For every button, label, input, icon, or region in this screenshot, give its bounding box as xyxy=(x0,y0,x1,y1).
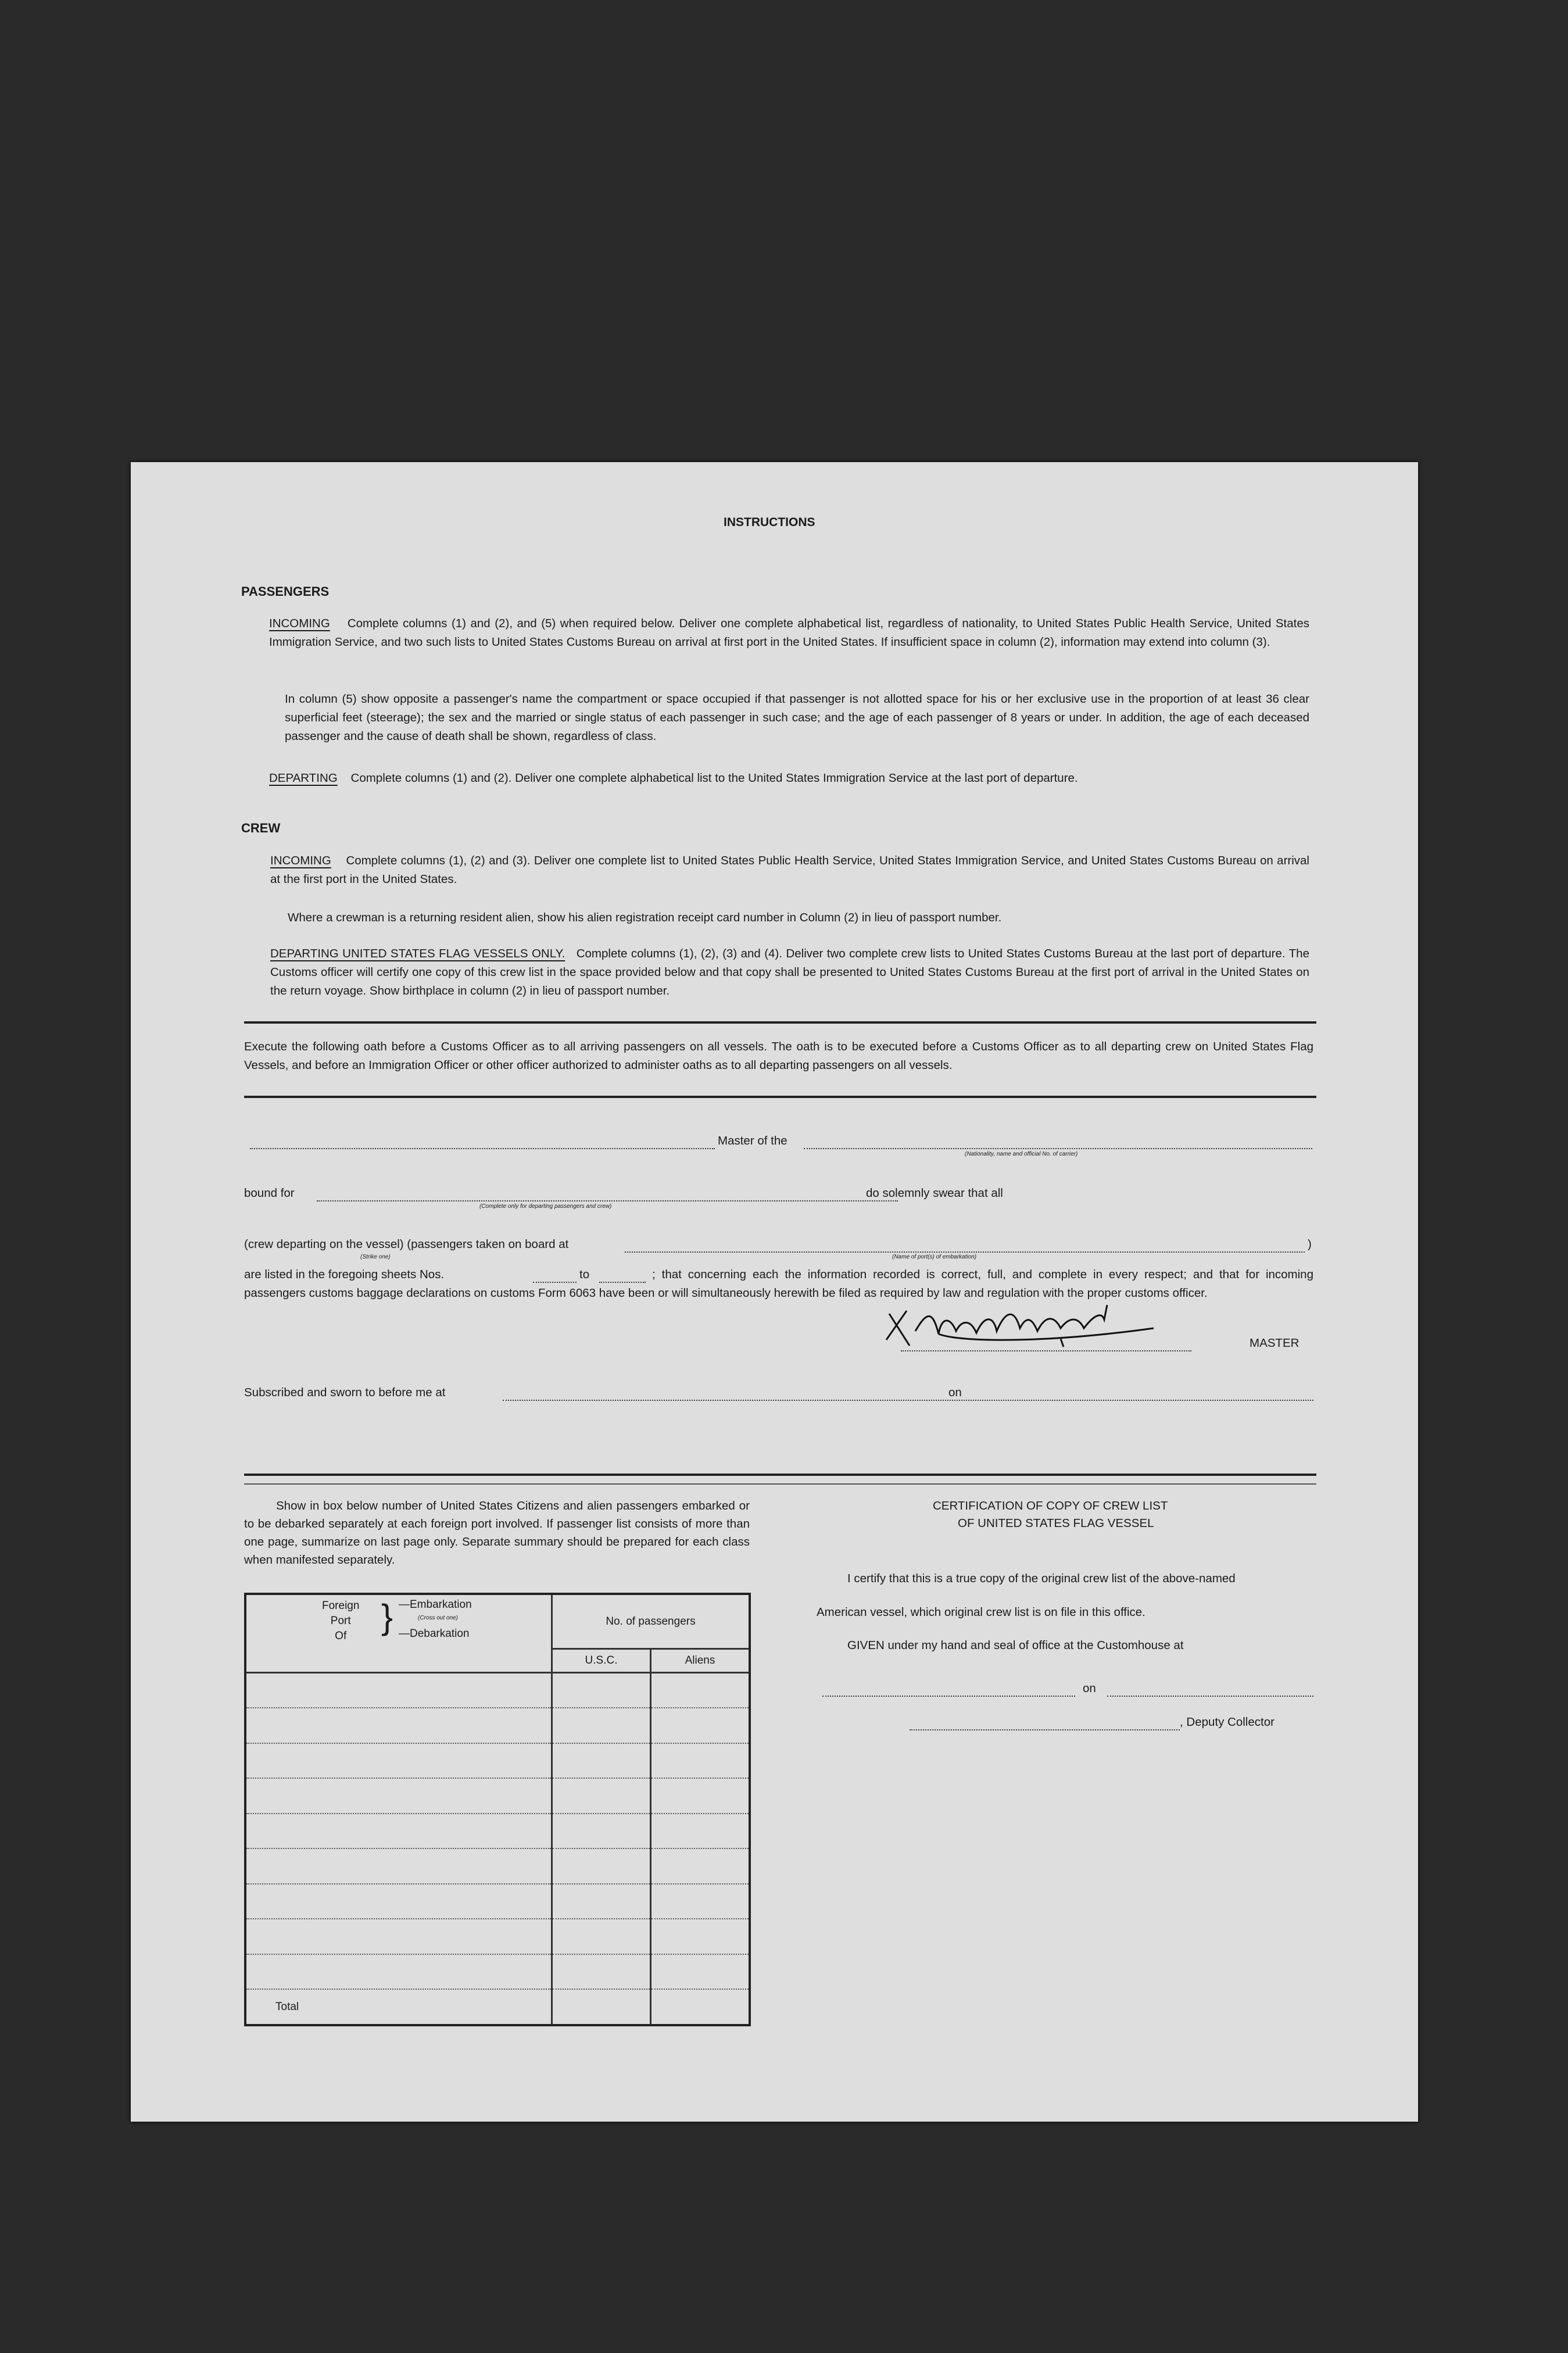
master-label: MASTER xyxy=(1250,1336,1299,1350)
divider xyxy=(244,1096,1316,1098)
nationality-note: (Nationality, name and official No. of carrier) xyxy=(965,1151,1078,1157)
master-signature xyxy=(875,1299,1165,1363)
swear-text: do solemnly swear that all xyxy=(866,1186,1003,1200)
port-cell[interactable] xyxy=(245,1848,552,1884)
master-name-field[interactable] xyxy=(250,1148,715,1149)
usc-cell[interactable] xyxy=(552,1954,651,1990)
crew-incoming-paragraph xyxy=(270,852,1309,889)
departing-note: (Complete only for departing passengers and crew) xyxy=(479,1203,612,1210)
aliens-cell[interactable] xyxy=(651,1743,750,1779)
aliens-total-cell[interactable] xyxy=(651,1989,750,2025)
divider xyxy=(244,1021,1316,1024)
aliens-header: Aliens xyxy=(651,1649,750,1672)
crew-alien-text: Where a crewman is a returning resident alien, show his alien registration receipt card number in Column (2) in lieu of passport number. xyxy=(288,911,1002,924)
usc-cell[interactable] xyxy=(552,1919,651,1954)
summary-instructions: Show in box below number of United States Citizens and alien passengers embarked or to be debarked separately at each foreign port involved. If passenger list consists of more than one page, summarize on last page only. Separate summary should be prepared for each class when manifested separately. xyxy=(244,1499,750,1567)
vessel-field[interactable] xyxy=(804,1148,1312,1149)
foreign-label: Foreign xyxy=(322,1600,360,1612)
listed-to: to xyxy=(579,1268,590,1281)
oath-intro: Execute the following oath before a Customs Officer as to all arriving passengers on all vessels. The oath is to be executed before a Customs Officer as to all departing crew on United States Flag Vessels, and before an Immigration Officer or other officer authorized to administer oaths as to all departing passengers on all vessels. xyxy=(244,1040,1313,1072)
cert-on-label: on xyxy=(1083,1682,1096,1695)
port-cell[interactable] xyxy=(245,1954,552,1990)
divider xyxy=(244,1474,1316,1476)
passengers-incoming-paragraph xyxy=(269,614,1309,652)
certification-heading-1: CERTIFICATION OF COPY OF CREW LIST xyxy=(933,1499,1168,1512)
aliens-cell[interactable] xyxy=(651,1954,750,1990)
port-cell[interactable] xyxy=(245,1672,552,1708)
port-cell[interactable] xyxy=(245,1708,552,1743)
aliens-cell[interactable] xyxy=(651,1672,750,1708)
usc-cell[interactable] xyxy=(552,1672,651,1708)
certification-line-2: American vessel, which original crew list is on file in this office. xyxy=(817,1605,1145,1619)
usc-cell[interactable] xyxy=(552,1708,651,1743)
crew-heading: CREW xyxy=(241,821,281,835)
close-paren: ) xyxy=(1308,1238,1312,1251)
port-cell[interactable] xyxy=(245,1743,552,1779)
total-label: Total xyxy=(245,1989,552,2025)
page-title: INSTRUCTIONS xyxy=(724,516,815,529)
subscribed-label: Subscribed and sworn to before me at xyxy=(244,1386,446,1399)
usc-cell[interactable] xyxy=(552,1778,651,1814)
passenger-summary-table xyxy=(244,1593,751,2026)
passengers-heading: PASSENGERS xyxy=(241,584,330,599)
port-cell[interactable] xyxy=(245,1884,552,1919)
aliens-cell[interactable] xyxy=(651,1884,750,1919)
brace: } xyxy=(381,1597,393,1636)
master-of-the-label: Master of the xyxy=(718,1134,787,1147)
port-label: Port xyxy=(330,1615,351,1627)
listed-text: ; that concerning each the information recorded is correct, full, and complete in every respect; and that for incoming passengers customs baggage declarations on customs Form 6063 have been or will simultaneously herewith be filed as required by law and regulation with the proper customs officer. xyxy=(244,1268,1313,1300)
certification-heading-2: OF UNITED STATES FLAG VESSEL xyxy=(958,1517,1154,1530)
given-text: GIVEN under my hand and seal of office at the Customhouse at xyxy=(847,1639,1184,1652)
bound-for-field[interactable] xyxy=(317,1200,898,1201)
usc-header: U.S.C. xyxy=(552,1649,651,1672)
aliens-cell[interactable] xyxy=(651,1848,750,1884)
document-page xyxy=(131,462,1418,2122)
passengers-incoming-text: Complete columns (1) and (2), and (5) when required below. Deliver one complete alphabetical list, regardless of nationality, to United States Public Health Service, United States Immigration Service, and two such lists to United States Customs Bureau on arrival at first port in the United States. If insufficient space in column (2), information may extend into column (3). xyxy=(269,617,1309,649)
port-cell[interactable] xyxy=(245,1919,552,1954)
port-cell[interactable] xyxy=(245,1814,552,1849)
crew-departing-text: Complete columns (1), (2), (3) and (4). Deliver two complete crew lists to United States Customs Bureau at the last port of departure. The Customs officer will certify one copy of this crew list in the space provided below and that copy shall be presented to United States Customs Bureau at the first port of arrival in the United States on the return voyage. Show birthplace in column (2) in lieu of passport number. xyxy=(270,947,1309,997)
crew-departing-label: DEPARTING UNITED STATES FLAG VESSELS ONLY. xyxy=(270,947,565,960)
divider xyxy=(244,1483,1316,1485)
certification-line-1: I certify that this is a true copy of the original crew list of the above-named xyxy=(847,1572,1236,1585)
sworn-on-label: on xyxy=(948,1386,962,1399)
embarkation-ports-field[interactable] xyxy=(625,1251,1305,1253)
cross-out-note: (Cross out one) xyxy=(418,1615,458,1621)
listed-label: are listed in the foregoing sheets Nos. xyxy=(244,1268,445,1281)
deputy-collector-field[interactable] xyxy=(910,1729,1180,1730)
crew-incoming-text: Complete columns (1), (2) and (3). Deliver one complete list to United States Public Health Service, United States Immigration Service, and United States Customs Bureau on arrival at the first port in the United States. xyxy=(270,854,1309,886)
crew-incoming-label: INCOMING xyxy=(270,854,331,867)
aliens-cell[interactable] xyxy=(651,1814,750,1849)
aliens-cell[interactable] xyxy=(651,1708,750,1743)
usc-cell[interactable] xyxy=(552,1848,651,1884)
of-label: Of xyxy=(335,1630,347,1642)
foreign-port-header xyxy=(245,1594,552,1672)
master-signature-line[interactable] xyxy=(901,1350,1191,1351)
deputy-collector-label: , Deputy Collector xyxy=(1180,1715,1275,1729)
usc-cell[interactable] xyxy=(552,1814,651,1849)
no-of-passengers-header: No. of passengers xyxy=(552,1594,750,1649)
passengers-departing-label: DEPARTING xyxy=(269,771,338,785)
cert-date-field[interactable] xyxy=(1107,1696,1313,1697)
bound-for-label: bound for xyxy=(244,1186,295,1200)
customhouse-field[interactable] xyxy=(822,1696,1075,1697)
strike-one-note: (Strike one) xyxy=(360,1254,391,1260)
passengers-column5-text: In column (5) show opposite a passenger's name the compartment or space occupied if that passenger is not allotted space for his or her exclusive use in the proportion of at least 36 clear superficial feet (steerage); the sex and the married or single status of each passenger in such case; and the age of each passenger of 8 years or under. In addition, the age of each deceased passenger and the cause of death shall be shown, regardless of class. xyxy=(285,692,1309,743)
passengers-incoming-label: INCOMING xyxy=(269,617,330,630)
passengers-departing-text: Complete columns (1) and (2). Deliver one complete alphabetical list to the United States Immigration Service at the last port of departure. xyxy=(350,771,1078,785)
passengers-departing-paragraph xyxy=(269,769,1309,788)
debarkation-label: —Debarkation xyxy=(399,1628,470,1640)
aliens-cell[interactable] xyxy=(651,1778,750,1814)
usc-cell[interactable] xyxy=(552,1743,651,1779)
embarkation-label: —Embarkation xyxy=(399,1599,472,1611)
ports-note: (Name of port(s) of embarkation) xyxy=(892,1254,977,1260)
crew-passengers-label: (crew departing on the vessel) (passengers taken on board at xyxy=(244,1238,569,1251)
port-cell[interactable] xyxy=(245,1778,552,1814)
usc-cell[interactable] xyxy=(552,1884,651,1919)
aliens-cell[interactable] xyxy=(651,1919,750,1954)
crew-departing-paragraph xyxy=(270,945,1309,1000)
sworn-date-field[interactable] xyxy=(971,1400,1313,1401)
usc-total-cell[interactable] xyxy=(552,1989,651,2025)
